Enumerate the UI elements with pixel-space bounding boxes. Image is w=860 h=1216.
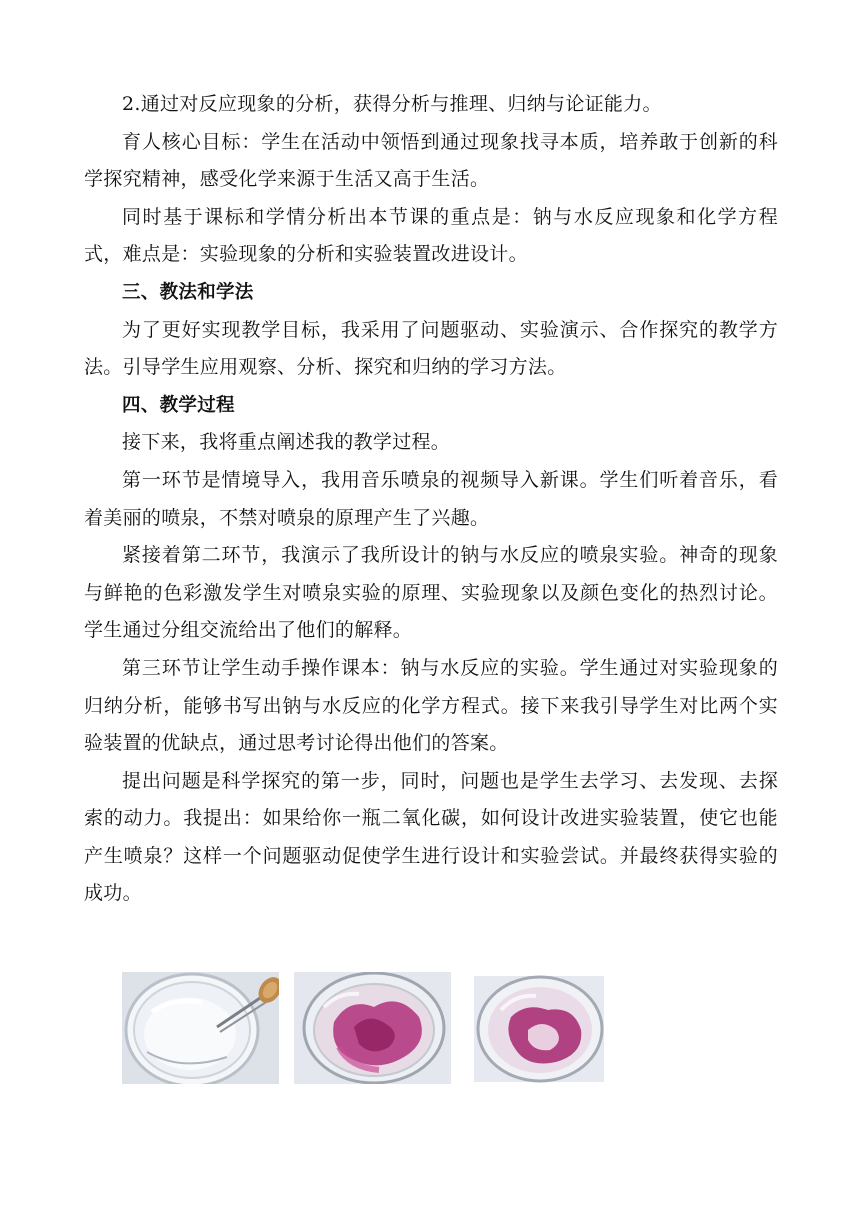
question-paragraph: 提出问题是科学探究的第一步，同时，问题也是学生去学习、去发现、去探索的动力。我提出：如果给你一瓶二氧化碳，如何设计改进实验装置，使它也能产生喷泉？这样一个问题驱动促使学生进行设计和实验尝试。并最终获得实验的成功。 [84, 769, 778, 905]
section-heading-process: 四、教学过程 [122, 394, 235, 416]
beaker-clear-water-with-tweezers-icon [122, 972, 279, 1084]
core-goal-paragraph: 育人核心目标：学生在活动中领悟到通过现象找寻本质，培养敢于创新的科学探究精神，感受化学来源于生活又高于生活。 [84, 130, 778, 191]
step-three-paragraph: 第三环节让学生动手操作课本：钠与水反应的实验。学生通过对实验现象的归纳分析，能够书写出钠与水反应的化学方程式。接下来我引导学生对比两个实验装置的优缺点，通过思考讨论得出他们的答案。 [84, 656, 778, 755]
body-text [84, 86, 778, 913]
section-heading-methods: 三、教法和学法 [122, 281, 254, 303]
objective-paragraph-2: 2.通过对反应现象的分析，获得分析与推理、归纳与论证能力。 [122, 93, 662, 115]
step-one-paragraph: 第一环节是情境导入，我用音乐喷泉的视频导入新课。学生们听着音乐，看着美丽的喷泉，不禁对喷泉的原理产生了兴趣。 [84, 468, 778, 529]
methods-paragraph: 为了更好实现教学目标，我采用了问题驱动、实验演示、合作探究的教学方法。引导学生应用观察、分析、探究和归纳的学习方法。 [84, 318, 778, 379]
step-two-paragraph: 紧接着第二环节，我演示了我所设计的钠与水反应的喷泉实验。神奇的现象与鲜艳的色彩激发学生对喷泉实验的原理、实验现象以及颜色变化的热烈讨论。学生通过分组交流给出了他们的解释。 [84, 544, 778, 642]
experiment-photos [0, 972, 860, 1084]
key-points-paragraph: 同时基于课标和学情分析出本节课的重点是：钠与水反应现象和化学方程式，难点是：实验现象的分析和实验装置改进设计。 [84, 205, 778, 266]
beaker-magenta-solution-icon [294, 972, 451, 1084]
process-intro-paragraph: 接下来，我将重点阐述我的教学过程。 [122, 431, 451, 454]
beaker-magenta-solution-icon [466, 972, 623, 1084]
